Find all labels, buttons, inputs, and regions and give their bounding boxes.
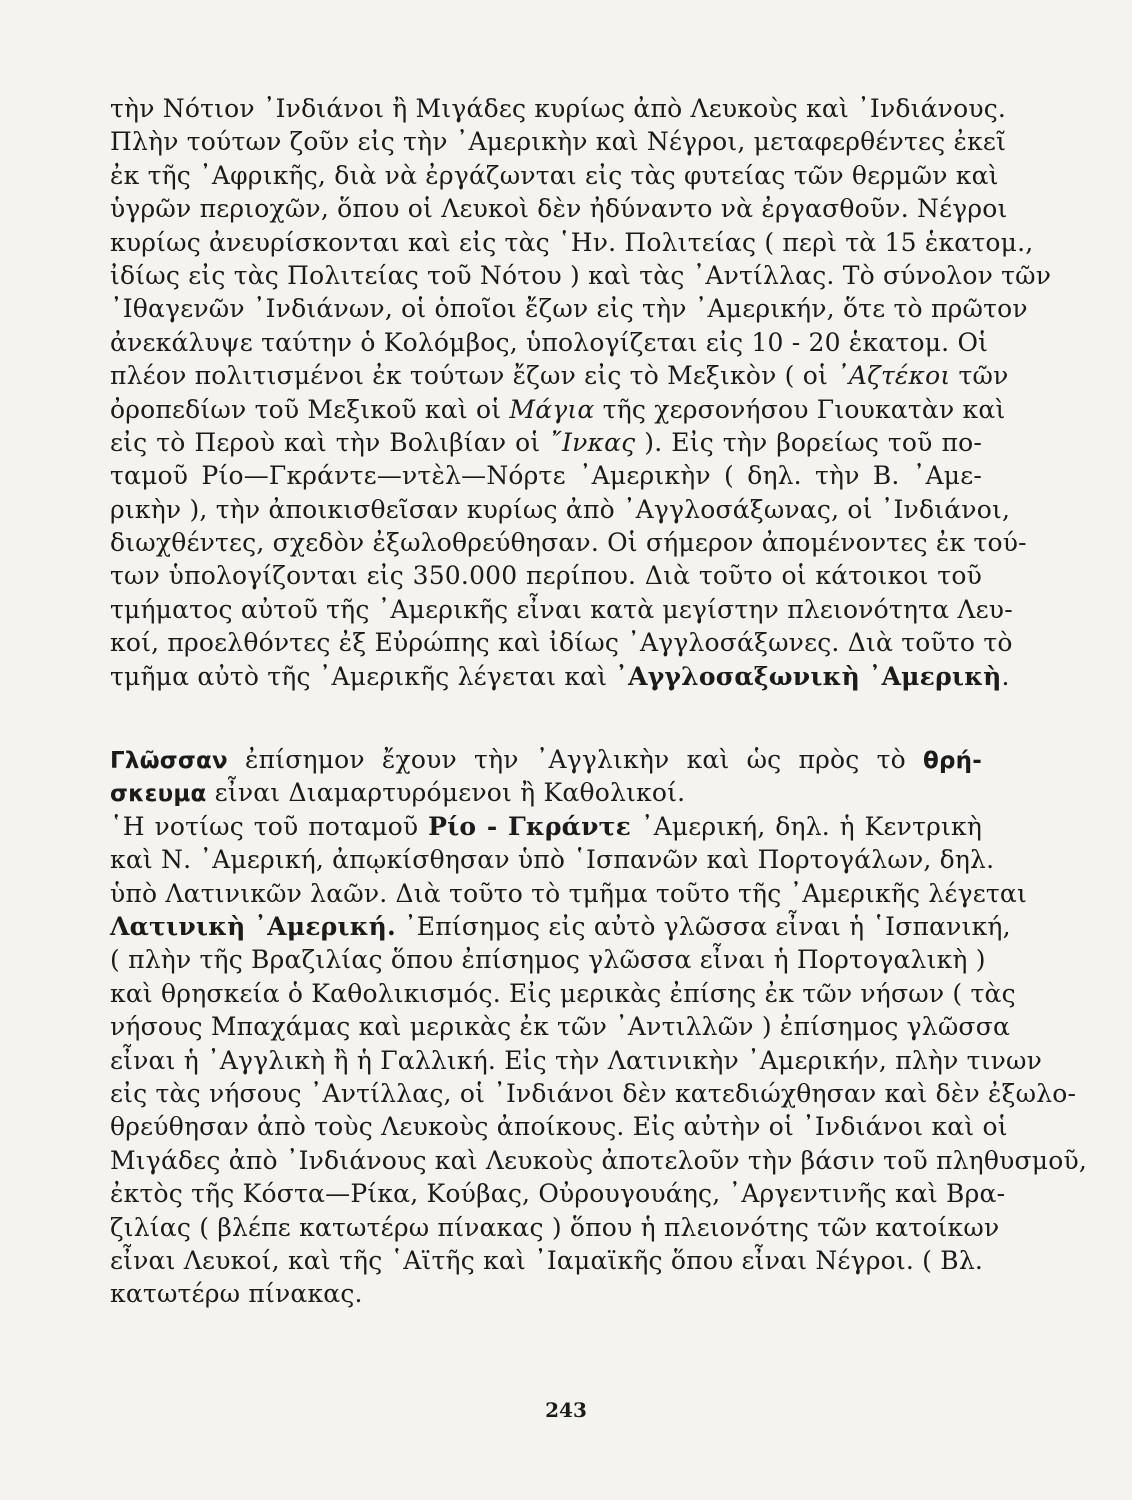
- text-line: ᾿Ιθαγενῶν ᾿Ινδιάνων, οἱ ὁποῖοι ἔζων εἰς τὴν ᾿Αμερικήν, ὅτε τὸ πρῶτον: [110, 294, 1028, 324]
- text-line: κυρίως ἀνευρίσκονται καὶ εἰς τὰς ῾Ην. Πολιτείας ( περὶ τὰ 15 ἑκατομ.,: [110, 227, 1034, 257]
- text-line: ταμοῦ Ρίο—Γκράντε—ντὲλ—Νόρτε ᾿Αμερικὴν ( δηλ. τὴν Β. ᾿Αμε-: [110, 461, 982, 491]
- text-segment: ὀροπεδίων τοῦ Μεξικοῦ καὶ οἱ: [110, 394, 510, 424]
- paragraph-gap: [110, 693, 982, 743]
- text-line: θρεύθησαν ἀπὸ τοὺς Λευκοὺς ἀποίκους. Εἰς αὐτὴν οἱ ᾿Ινδιάνοι καὶ οἱ: [110, 1112, 1008, 1142]
- text-line: ἐκτὸς τῆς Κόστα—Ρίκα, Κούβας, Οὐρουγουάης, ᾿Αργεντινῆς καὶ Βρα-: [110, 1179, 1006, 1209]
- text-line: εἶναι ἡ ᾿Αγγλικὴ ἢ ἡ Γαλλική. Εἰς τὴν Λατινικὴν ᾿Αμερικήν, πλὴν τινων: [110, 1045, 1043, 1075]
- text-line: [110, 660, 1010, 693]
- italic-term-inca: ῎Ινκας: [549, 427, 636, 457]
- text-line: ὑγρῶν περιοχῶν, ὅπου οἱ Λευκοὶ δὲν ἠδύναντο νὰ ἐργασθοῦν. Νέγροι: [110, 194, 1008, 224]
- text-segment: τμῆμα αὐτὸ τῆς ᾿Αμερικῆς λέγεται καὶ: [110, 661, 616, 691]
- italic-term-maya: Μάγια: [509, 394, 595, 424]
- text-segment: .: [1001, 661, 1010, 691]
- text-segment: τῆς χερσονήσου Γιουκατὰν καὶ: [594, 394, 1006, 424]
- text-line: κατωτέρω πίνακας.: [110, 1279, 363, 1309]
- text-line: [110, 359, 1009, 392]
- text-line: ( πλὴν τῆς Βραζιλίας ὅπου ἐπίσημος γλῶσσα εἶναι ἡ Πορτογαλικὴ ): [110, 945, 986, 975]
- text-line: των ὑπολογίζονται εἰς 350.000 περίπου. Διὰ τοῦτο οἱ κάτοικοι τοῦ: [110, 561, 982, 591]
- italic-term-aztecs: ᾿Αζτέκοι: [836, 361, 951, 391]
- text-line: ἐκ τῆς ᾿Αφρικῆς, διὰ νὰ ἐργάζωνται εἰς τὰς φυτείας τῶν θερμῶν καὶ: [110, 160, 999, 190]
- text-line: τμήματος αὐτοῦ τῆς ᾿Αμερικῆς εἶναι κατὰ μεγίστην πλειονότητα Λευ-: [110, 594, 1013, 624]
- text-line: ἀνεκάλυψε ταύτην ὁ Κολόμβος, ὑπολογίζεται εἰς 10 - 20 ἑκατομ. Οἱ: [110, 327, 989, 357]
- text-line: διωχθέντες, σχεδὸν ἐξωλοθρεύθησαν. Οἱ σήμερον ἀπομένοντες ἐκ τού-: [110, 528, 1027, 558]
- text-line: τὴν Νότιον ᾿Ινδιάνοι ἢ Μιγάδες κυρίως ἀπὸ Λευκοὺς καὶ ᾿Ινδιάνους.: [110, 94, 1007, 123]
- text-line: ρικὴν ), τὴν ἀποικισθεῖσαν κυρίως ἀπὸ ᾿Αγγλοσάξωνας, οἱ ᾿Ινδιάνοι,: [110, 494, 1011, 524]
- page-body: [110, 92, 1087, 1311]
- bold-heading-religion: θρή-: [923, 748, 982, 775]
- text-line: Μιγάδες ἀπὸ ᾿Ινδιάνους καὶ Λευκοὺς ἀποτελοῦν τὴν βάσιν τοῦ πληθυσμοῦ,: [110, 1145, 1087, 1175]
- page-number: 243: [545, 1398, 587, 1422]
- bold-heading-language: Γλῶσσαν: [110, 748, 228, 775]
- text-line: καὶ Ν. ᾿Αμερική, ἀπῳκίσθησαν ὑπὸ ῾Ισπανῶν καὶ Πορτογάλων, δηλ.: [110, 845, 995, 875]
- text-line: [110, 810, 982, 843]
- bold-term-latin-america: Λατινικὴ ᾿Αμερική.: [110, 911, 396, 941]
- bold-heading-religion-cont: σκευμα: [110, 781, 207, 808]
- text-line: [110, 393, 1006, 426]
- text-segment: ᾿Αμερική, δηλ. ἡ Κεντρικὴ: [631, 811, 983, 841]
- text-segment: ῾Η νοτίως τοῦ ποταμοῦ: [110, 811, 429, 841]
- text-line: καὶ θρησκεία ὁ Καθολικισμός. Εἰς μερικὰς ἐπίσης ἐκ τῶν νήσων ( τὰς: [110, 978, 1016, 1008]
- text-line: εἰς τὰς νήσους ᾿Αντίλλας, οἱ ᾿Ινδιάνοι δὲν κατεδιώχθησαν καὶ δὲν ἐξωλο-: [110, 1078, 1077, 1108]
- text-line: ζιλίας ( βλέπε κατωτέρω πίνακας ) ὅπου ἡ πλειονότης τῶν κατοίκων: [110, 1212, 1000, 1242]
- bold-term-rio-grande: Ρίο - Γκράντε: [428, 811, 632, 841]
- text-line: νήσους Μπαχάμας καὶ μερικὰς ἐκ τῶν ᾿Αντιλλῶν ) ἐπίσημος γλῶσσα: [110, 1012, 1011, 1042]
- bold-term-anglo-saxon-america: ᾿Αγγλοσαξωνικὴ ᾿Αμερικὴ: [615, 661, 1002, 691]
- text-line: [110, 426, 982, 459]
- text-segment: πλέον πολιτισμένοι ἐκ τούτων ἔζων εἰς τὸ Μεξικὸν ( οἱ: [110, 361, 837, 391]
- text-line: ἰδίως εἰς τὰς Πολιτείας τοῦ Νότου ) καὶ τὰς ᾿Αντίλλας. Τὸ σύνολον τῶν: [110, 260, 1052, 290]
- text-segment: ᾿Επίσημος εἰς αὐτὸ γλῶσσα εἶναι ἡ ῾Ισπανική,: [395, 911, 1011, 941]
- text-line: Πλὴν τούτων ζοῦν εἰς τὴν ᾿Αμερικὴν καὶ Νέγροι, μεταφερθέντες ἐκεῖ: [110, 127, 1007, 157]
- text-segment: τῶν: [950, 361, 1009, 391]
- text-line: εἶναι Λευκοί, καὶ τῆς ῾Αϊτῆς καὶ ᾿Ιαμαϊκῆς ὅπου εἶναι Νέγροι. ( Βλ.: [110, 1245, 984, 1275]
- text-segment: εἰς τὸ Περοὺ καὶ τὴν Βολιβίαν οἱ: [110, 427, 550, 457]
- text-line: [110, 910, 1011, 943]
- text-line: [110, 743, 982, 776]
- text-line: ὑπὸ Λατινικῶν λαῶν. Διὰ τοῦτο τὸ τμῆμα τοῦτο τῆς ᾿Αμερικῆς λέγεται: [110, 878, 1027, 908]
- text-segment: εἶναι Διαμαρτυρόμενοι ἢ Καθολικοί.: [206, 778, 686, 808]
- text-segment: ). Εἰς τὴν βορείως τοῦ πο-: [635, 427, 982, 457]
- text-line: [110, 776, 982, 809]
- text-line: κοί, προελθόντες ἐξ Εὐρώπης καὶ ἰδίως ᾿Αγγλοσάξωνες. Διὰ τοῦτο τὸ: [110, 628, 1013, 658]
- text-segment: ἐπίσημον ἔχουν τὴν ᾿Αγγλικὴν καὶ ὡς πρὸς τὸ: [227, 745, 923, 775]
